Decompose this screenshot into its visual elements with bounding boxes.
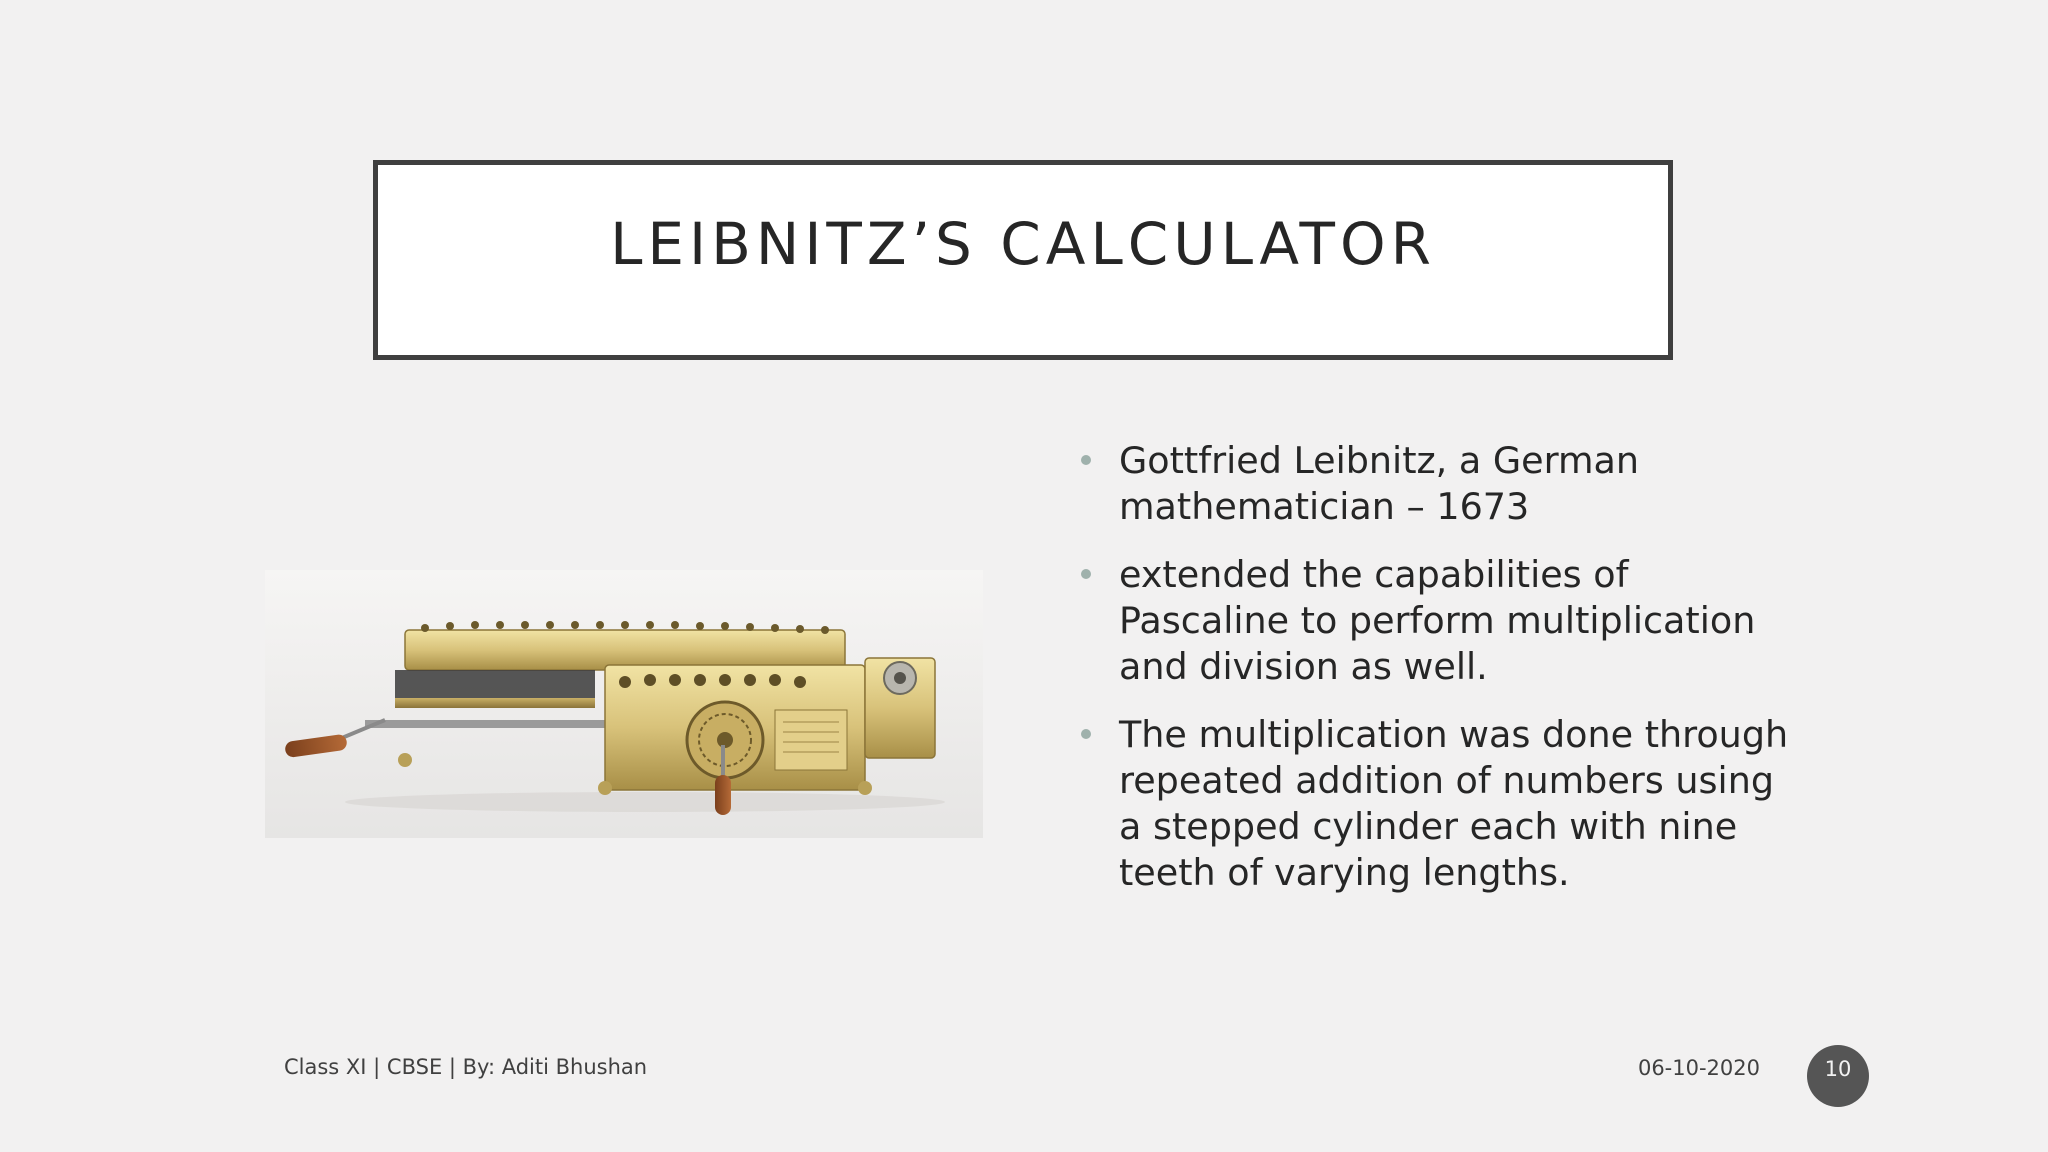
bullet-text: extended the capabilities of Pascaline to perform multiplication and division as well.: [1119, 553, 1756, 688]
bullet-dot-icon: [1081, 569, 1091, 579]
bullet-item: [1075, 712, 1795, 896]
bullet-dot-icon: [1081, 729, 1091, 739]
footer-date: 06-10-2020: [1637, 1056, 1760, 1080]
bullet-dot-icon: [1081, 455, 1091, 465]
footer-text: Class XI | CBSE | By: Aditi Bhushan: [284, 1055, 648, 1079]
bullet-list: [1075, 438, 1795, 918]
title-box: [373, 160, 1673, 360]
page-number-badge: 10: [1807, 1045, 1869, 1107]
bullet-text: Gottfried Leibnitz, a German mathematician – 1673: [1119, 439, 1640, 528]
bullet-item: [1075, 552, 1795, 690]
slide-title: LEIBNITZ’S CALCULATOR: [610, 210, 1436, 278]
leibniz-calculator-photo: [265, 570, 983, 838]
bullet-item: [1075, 438, 1795, 530]
calculator-illustration: [265, 570, 983, 838]
bullet-text: The multiplication was done through repeated addition of numbers using a stepped cylinder each with nine teeth of varying lengths.: [1119, 713, 1789, 894]
